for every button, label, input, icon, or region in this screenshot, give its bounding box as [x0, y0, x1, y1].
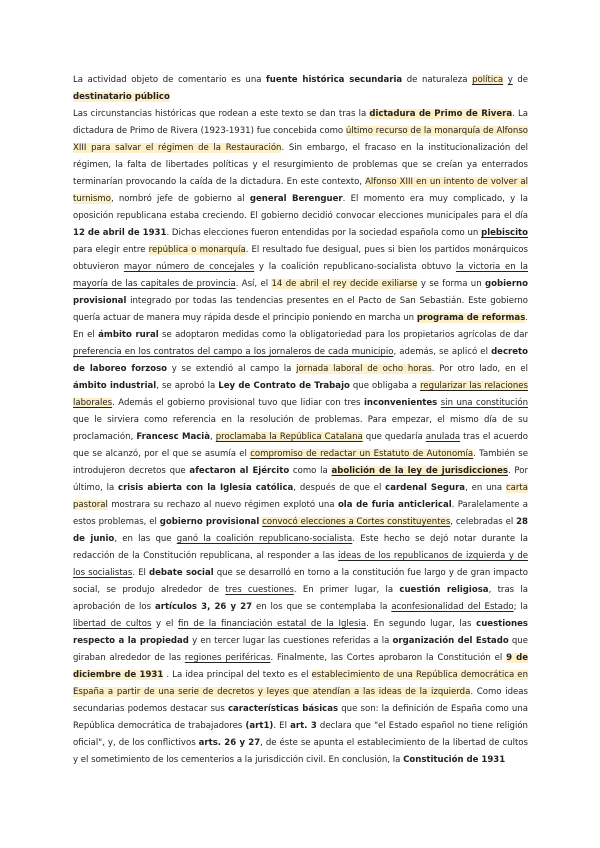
text-run: . Así, el: [235, 279, 272, 289]
text-run: . Como ideas secundarias podemos destacar sus: [73, 687, 528, 714]
text-run: (art1): [245, 721, 274, 731]
text-run: anulada: [425, 432, 461, 442]
text-run: , en las que: [114, 534, 177, 544]
text-run: 12 de abril de 1931: [73, 228, 167, 238]
text-run: gobierno provisional: [73, 279, 528, 306]
text-run: 28 de junio: [73, 517, 529, 544]
text-run: . El resultado fue desigual, pues si bien los partidos monárquicos obtuvieron: [73, 245, 528, 272]
text-run: ideas de los republicanos de izquierda y de los socialistas: [73, 551, 529, 578]
text-run: preferencia en los contratos del campo a los jornaleros de cada municipio: [73, 347, 394, 357]
text-run: 9 de diciembre de 1931: [73, 653, 529, 680]
text-run: características básicas: [227, 704, 339, 714]
text-run: . Además el gobierno provisional tuvo que lidiar con tres: [112, 398, 364, 408]
text-run: sin una constitución: [440, 398, 529, 408]
text-run: inconvenientes: [363, 398, 438, 408]
text-run: tres cuestiones: [225, 585, 294, 595]
text-run: en los que se contemplaba la: [252, 602, 392, 612]
text-run: cuestiones respecto a la propiedad: [73, 619, 529, 646]
text-run: 14 de abril el rey decide exiliarse: [271, 279, 418, 289]
text-run: , se aprobó la: [156, 381, 219, 391]
text-run: aconfesionalidad del Estado: [391, 602, 514, 612]
text-run: . Paralelamente a estos problemas, el: [73, 500, 529, 527]
text-run: y el: [151, 619, 178, 629]
text-run: . La dictadura de Primo de Rivera (1923-1931) fue concebida como: [73, 109, 528, 136]
text-run: organización del Estado: [392, 636, 509, 646]
text-run: La actividad objeto de comentario es una: [73, 75, 267, 85]
text-run: último recurso de la monarquía de Alfonso XIII para salvar el régimen de la Restauración: [73, 126, 528, 153]
text-run: ; la: [513, 602, 529, 612]
text-run: tras el acuerdo que se alcanzó, por el que se asumía el: [73, 432, 529, 459]
paragraph-intro: [73, 72, 528, 106]
text-run: , tras la aprobación de los: [73, 585, 529, 612]
text-run: . La idea principal del texto es el: [163, 670, 312, 680]
text-run: regularizar las relaciones laborales: [73, 381, 528, 408]
document-body: [73, 72, 528, 769]
text-run: decreto de laboreo forzoso: [73, 347, 529, 374]
text-run: Las circunstancias históricas que rodean a este texto se dan tras la: [73, 109, 370, 119]
text-run: que se desarrolló en torno a la constitución fue largo y de gran impacto social, se produjo alrededor de: [73, 568, 528, 595]
text-run: de: [512, 75, 529, 85]
text-run: establecimiento de una República democrática en España a partir de una serie de decretos y leyes que atendían a las ideas de la izquierda: [73, 670, 528, 697]
text-run: general Berenguer: [249, 194, 343, 204]
text-run: que son: la definición de España como una República democrática de trabajadores: [73, 704, 528, 731]
text-run: crisis abierta con la Iglesia católica: [118, 483, 294, 493]
text-run: Alfonso XIII en un intento de volver al turnismo: [73, 177, 528, 204]
text-run: que le sirviera como referencia en la resolución de problemas. Para empezar, el mismo día de su proclamación,: [73, 415, 528, 442]
text-run: . El: [273, 721, 291, 731]
text-run: . El: [132, 568, 149, 578]
text-run: , en una: [465, 483, 506, 493]
text-run: compromiso de redactar un Estatuto de Autonomía: [250, 449, 474, 459]
text-run: artículos 3, 26 y 27: [154, 602, 253, 612]
text-run: como la: [289, 466, 332, 476]
paragraph-main: [73, 106, 528, 769]
text-run: de naturaleza: [402, 75, 473, 85]
text-run: fin de la financiación estatal de la Iglesia: [177, 619, 367, 629]
text-run: para elegir entre: [73, 245, 149, 255]
text-run: Constitución de 1931: [403, 755, 506, 765]
text-run: , nombró jefe de gobierno al: [110, 194, 250, 204]
text-run: ámbito industrial: [73, 381, 157, 391]
text-run: art. 3: [290, 721, 317, 731]
text-run: libertad de cultos: [73, 619, 152, 629]
text-run: . Sin embargo, el fracaso en la institucionalización del régimen, la falta de libertades políticas y el resurgimiento de problemas que se creían ya enterrados terminarían provocando la caída de la dictadura. En este contexto,: [73, 143, 528, 187]
text-run: . Este hecho se dejó notar durante la redacción de la Constitución republicana, al responder a las: [73, 534, 528, 561]
text-run: integrado por todas las tendencias presentes en el Pacto de San Sebastián. Este gobierno quería actuar de manera muy rápida desde el principio poniendo en marcha un: [73, 296, 528, 323]
text-run: Francesc Macià: [136, 432, 210, 442]
text-run: fuente histórica secundaria: [266, 75, 403, 85]
text-run: afectaron al Ejército: [189, 466, 290, 476]
text-run: gobierno provisional: [159, 517, 260, 527]
text-run: carta pastoral: [73, 483, 528, 510]
text-run: ganó la coalición republicano-socialista: [176, 534, 353, 544]
text-run: destinatario público: [73, 92, 170, 102]
text-run: plebiscito: [481, 228, 529, 238]
text-run: . Dichas elecciones fueron entendidas por la sociedad española como un: [166, 228, 482, 238]
text-run: política: [472, 75, 504, 85]
text-run: convocó elecciones a Cortes constituyentes: [262, 517, 451, 527]
text-run: . También se introdujeron decretos que: [73, 449, 528, 476]
text-run: arts. 26 y 27: [198, 738, 261, 748]
text-run: programa de reformas: [416, 313, 526, 323]
text-run: ola de furia anticlerical: [337, 500, 452, 510]
text-run: cardenal Segura: [385, 483, 466, 493]
text-run: y se forma un: [417, 279, 485, 289]
text-run: se adoptaron medidas como la obligatoriedad para los propietarios agrícolas de dar: [158, 330, 528, 340]
text-run: , celebradas el: [450, 517, 517, 527]
text-run: declara que "el Estado español no tiene religión oficial", y, de los conflictivos: [73, 721, 528, 748]
text-run: , después de que el: [293, 483, 386, 493]
text-run: . Por último, la: [73, 466, 529, 493]
text-run: ,: [210, 432, 216, 442]
text-run: mostrara su rechazo al nuevo régimen explotó una: [107, 500, 338, 510]
text-run: . En segundo lugar, las: [366, 619, 477, 629]
text-run: proclamaba la República Catalana: [215, 432, 363, 442]
text-run: . En primer lugar, la: [293, 585, 400, 595]
text-run: . El momento era muy complicado, y la oposición republicana estaba creciendo. El gobierno decidió convocar elecciones municipales para el día: [73, 194, 528, 221]
text-run: que quedaría: [362, 432, 426, 442]
text-run: república o monarquía: [148, 245, 246, 255]
text-run: . Finalmente, las Cortes aprobaron la Constitución el: [270, 653, 507, 663]
text-run: la victoria en la mayoría de las capitales de provincia: [73, 262, 529, 289]
text-run: que giraban alrededor de las: [73, 636, 528, 663]
text-run: cuestión religiosa: [399, 585, 489, 595]
text-run: . En el: [73, 313, 528, 340]
text-run: mayor número de concejales: [123, 262, 255, 272]
text-run: regiones periféricas: [184, 653, 271, 663]
text-run: y la coalición republicano-socialista obtuvo: [254, 262, 456, 272]
text-run: dictadura de Primo de Rivera: [369, 109, 513, 119]
text-run: debate social: [148, 568, 214, 578]
text-run: Ley de Contrato de Trabajo: [218, 381, 350, 391]
text-run: . Por otro lado, en el: [431, 364, 528, 374]
text-run: y en tercer lugar las cuestiones referidas a la: [188, 636, 393, 646]
text-run: y se extendió al campo la: [167, 364, 297, 374]
text-run: que obligaba a: [349, 381, 421, 391]
text-run: ámbito rural: [98, 330, 159, 340]
text-run: , además, se aplicó el: [393, 347, 492, 357]
text-run: , de éste se apunta el establecimiento de la libertad de cultos y el sometimiento de los cementerios a la jurisdicción civil. En conclusión, la: [73, 738, 528, 765]
text-run: jornada laboral de ocho horas: [296, 364, 432, 374]
text-run: abolición de la ley de jurisdicciones: [331, 466, 508, 476]
text-run: y: [507, 75, 513, 85]
